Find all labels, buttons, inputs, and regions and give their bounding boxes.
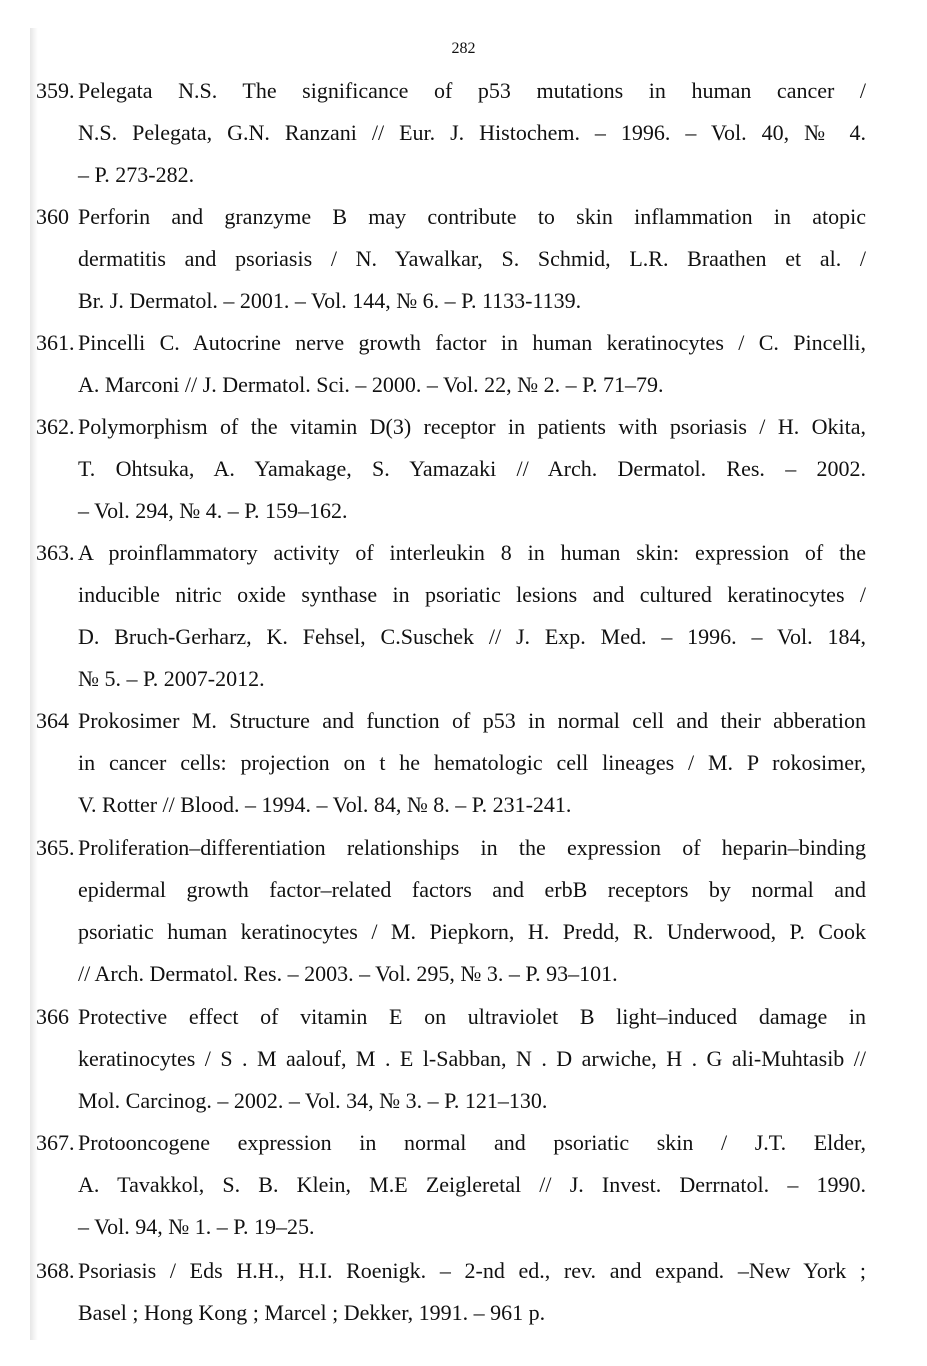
reference-number: 363. — [36, 540, 75, 565]
reference-line: Protooncogene expression in normal and psoriatic skin / J.T. Elder, — [78, 1130, 866, 1155]
reference-text — [78, 996, 866, 1122]
reference-line: psoriatic human keratinocytes / M. Piepkorn, H. Predd, R. Underwood, P. Cook — [78, 919, 866, 944]
reference-line: Psoriasis / Eds H.H., H.I. Roenigk. – 2-nd ed., rev. and expand. –New York ; — [78, 1258, 866, 1283]
reference-line: keratinocytes / S . M aalouf, M . E l-Sabban, N . D arwiche, H . G ali-Muhtasib // — [78, 1046, 866, 1071]
reference-line: A. Marconi // J. Dermatol. Sci. – 2000. – Vol. 22, № 2. – P. 71–79. — [78, 372, 664, 397]
reference-text — [78, 406, 866, 532]
page-number: 282 — [451, 40, 476, 57]
reference-item — [36, 700, 866, 826]
reference-line: D. Bruch-Gerharz, K. Fehsel, C.Suschek // J. Exp. Med. – 1996. – Vol. 184, — [78, 624, 866, 649]
reference-line: Basel ; Hong Kong ; Marcel ; Dekker, 1991. – 961 p. — [78, 1300, 546, 1325]
reference-text — [78, 322, 866, 406]
reference-line: T. Ohtsuka, A. Yamakage, S. Yamazaki // Arch. Dermatol. Res. – 2002. — [78, 456, 866, 481]
reference-line: A proinflammatory activity of interleukin 8 in human skin: expression of the — [78, 540, 866, 565]
reference-number: 368. — [36, 1258, 75, 1283]
reference-line: Perforin and granzyme B may contribute to skin inflammation in atopic — [78, 204, 866, 229]
reference-line: epidermal growth factor–related factors and erbB receptors by normal and — [78, 877, 866, 902]
reference-number: 364 — [36, 708, 69, 733]
reference-text — [78, 196, 866, 322]
reference-number: 361. — [36, 330, 75, 355]
reference-item — [36, 827, 866, 995]
reference-number: 367. — [36, 1130, 75, 1155]
reference-line: Mol. Carcinog. – 2002. – Vol. 34, № 3. – P. 121–130. — [78, 1088, 548, 1113]
reference-line: Polymorphism of the vitamin D(3) receptor in patients with psoriasis / H. Okita, — [78, 414, 866, 439]
reference-line: inducible nitric oxide synthase in psoriatic lesions and cultured keratinocytes / — [78, 582, 866, 607]
reference-text — [78, 70, 866, 196]
reference-line: – P. 273-282. — [78, 162, 195, 187]
reference-line: A. Tavakkol, S. B. Klein, M.E Zeigleretal // J. Invest. Derrnatol. – 1990. — [78, 1172, 866, 1197]
reference-line: № 5. – P. 2007-2012. — [78, 666, 265, 691]
reference-item — [36, 1250, 866, 1334]
reference-number: 366 — [36, 1004, 69, 1029]
reference-item — [36, 196, 866, 322]
reference-line: – Vol. 294, № 4. – P. 159–162. — [78, 498, 348, 523]
reference-line: Proliferation–differentiation relationships in the expression of heparin–binding — [78, 835, 866, 860]
reference-line: Pelegata N.S. The significance of p53 mutations in human cancer / — [78, 78, 866, 103]
reference-text — [78, 827, 866, 995]
reference-line: in cancer cells: projection on t he hematologic cell lineages / M. P rokosimer, — [78, 750, 866, 775]
reference-line: – Vol. 94, № 1. – P. 19–25. — [78, 1214, 315, 1239]
reference-number: 360 — [36, 204, 69, 229]
reference-text — [78, 700, 866, 826]
reference-item — [36, 322, 866, 406]
reference-line: Pincelli C. Autocrine nerve growth factor in human keratinocytes / C. Pincelli, — [78, 330, 866, 355]
reference-line: Prokosimer M. Structure and function of p53 in normal cell and their abberation — [78, 708, 866, 733]
reference-text — [78, 532, 866, 700]
reference-line: V. Rotter // Blood. – 1994. – Vol. 84, № 8. – P. 231-241. — [78, 792, 572, 817]
reference-number: 365. — [36, 835, 75, 860]
reference-line: Protective effect of vitamin E on ultraviolet B light–induced damage in — [78, 1004, 866, 1029]
reference-item — [36, 406, 866, 532]
reference-line: dermatitis and psoriasis / N. Yawalkar, S. Schmid, L.R. Braathen et al. / — [78, 246, 866, 271]
reference-item — [36, 532, 866, 700]
reference-number: 362. — [36, 414, 75, 439]
reference-line: N.S. Pelegata, G.N. Ranzani // Eur. J. Histochem. – 1996. – Vol. 40, № 4. — [78, 120, 866, 145]
reference-number: 359. — [36, 78, 75, 103]
reference-text — [78, 1122, 866, 1248]
reference-item — [36, 996, 866, 1122]
reference-item — [36, 1122, 866, 1248]
reference-line: Br. J. Dermatol. – 2001. – Vol. 144, № 6. – P. 1133-1139. — [78, 288, 582, 313]
reference-item — [36, 70, 866, 196]
reference-text — [78, 1250, 866, 1334]
reference-line: // Arch. Dermatol. Res. – 2003. – Vol. 295, № 3. – P. 93–101. — [78, 961, 618, 986]
